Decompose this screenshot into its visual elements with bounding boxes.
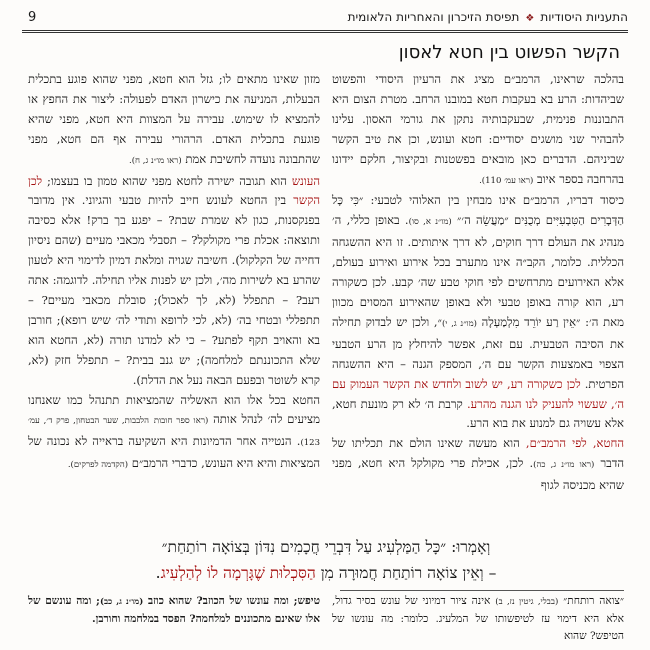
paragraph — [28, 172, 320, 391]
chapter-title: הקשר הפשוט בין חטא לאסון — [398, 42, 620, 63]
highlighted-text: לכן הקשר — [28, 173, 320, 208]
paragraph — [332, 434, 624, 496]
footnote-text: ; ומה עונשם של אלו שאינם מתכוננים למלחמה? הפסד במלחמה וחורבן. — [28, 595, 320, 625]
paragraph-text: הוא תגובה ישירה לחטא מפני שהוא טמון בו בעצמו; — [46, 173, 287, 188]
running-title-part1: התעניות היסודיות — [540, 10, 628, 24]
running-title-part2: תפיסת הזיכרון והאחריות הלאומית — [347, 10, 520, 24]
source-reference: (מו״נ א, סו) — [408, 217, 452, 228]
source-reference: (מו״נ ג, כב) — [99, 597, 144, 607]
page-number: 9 — [28, 9, 37, 25]
header-rule-top — [22, 30, 628, 31]
footnote — [332, 593, 624, 645]
ornament-icon: ❖ — [525, 13, 535, 24]
quotation-line-2 — [28, 560, 624, 586]
highlighted-text: החטא, לפי הרמב״ם, — [525, 436, 624, 451]
centered-quotation — [28, 534, 624, 586]
quotation-line-1: וְאָמְרוּ: ״כָּל הַמַּלְעִיג עַל דִּבְרֵי חֲכָמִים נִדּוֹן בְּצוֹאָה רוֹתַחַת״ — [161, 538, 491, 556]
paragraph-text: בין החטא לעונש חייב להיות טבעי והגיוני. אין מדובר בפנקסנות, כגון לא שמרת שבת? – יפגע בך ברק! אלא כסיבה ותוצאה: אכלת פרי מקולקל? – תסבלי מכאבי מעיים (שהם ניסיון דחייה של הקלקול). חשיבה שגויה ומלאת דמיון לדימוי היא לטעון שהרע בא לשירות מה׳, ולכן יש לפנות אליו תחילה. לדוגמה: אתה רעב? – תתפלל (לא, לך לאכול); סובלת מכאבי מעיים? – תתפללי ובטחי בה׳ (לא, לכי לרופא ותודי לה׳ שיש רופא); חורבן בא והאויב תקף לפתע? – כי לא למדנו תורה (לא, החטא הוא שלא התכוננתם למלחמה); יש גנב בבית? – תתפלל חזק (לא, קרא לשוטר ובפעם הבאה נעל את הדלת). — [28, 193, 320, 387]
right-column — [332, 70, 624, 496]
quotation-text: . — [155, 564, 161, 582]
paragraph-text: הוא מעשה שאינו הולם את תכליתו של הדבר — [332, 436, 624, 471]
source-reference: (ראו מו״נ ג, כה) — [533, 460, 595, 471]
source-reference: (הקדמה לפרקים). — [67, 460, 129, 471]
footnote-left — [28, 593, 320, 628]
footnote-text: טיפש; ומה עונשו של הכוזב? שהוא כוזב — [147, 595, 320, 607]
source-reference: (בבלי, גיטין נז, ב) — [495, 597, 559, 607]
paragraph-text: קרבת ה׳ לא רק מונעת חטא, אלא עשויה גם למנוע את בוא הרע. — [332, 396, 624, 431]
source-reference: הלבבות, שער הבטחון, פרק ד׳, עמ׳ 123) — [28, 416, 320, 449]
paragraph-text: . הנטייה אחר הדמיונות היא השקיעה בראייה לא נכונה של המציאות והיא היא העונש, כדברי הרמב״ם — [28, 434, 320, 471]
paragraph-text: בהלכה שראינו, הרמב״ם מציג את הרעיון היסודי והפשוט שביהדות: הרע בא בעקבות חטא במובנו הרחב. מטרת הצום היא התבוננות פנימית, שבעקבותיה נתקן את גורמי האסון. עלינו להבהיר שני מושגים יסודיים: חטא ועונש, וכן את טיב הקשר שביניהם. הדברים כאן מובאים בפשטנות ובקיצור, חלקם יידונו בהרחבה בספר איוב — [332, 72, 624, 186]
highlighted-text: לכן כשקורה רע, יש לשוב ולחדש את הקשר העמוק עם ה׳, שעשוי להעניק לנו הגנה מהרע. — [332, 376, 625, 411]
footnote-label: ״צואה רותחת״ — [563, 595, 624, 607]
quotation-text: – וְאֵין צוֹאָה רוֹתַחַת חֲמוּרָה מִן — [320, 564, 497, 582]
paragraph — [332, 70, 624, 191]
paragraph — [332, 191, 624, 434]
left-column — [28, 70, 320, 476]
highlighted-text: העונש — [291, 173, 321, 188]
quotation: אֵין רַע יוֹרֵד מִלְמַעְלָה — [481, 314, 577, 329]
footnote-right — [332, 593, 624, 645]
highlighted-text: הַסִּכְלוּת שֶׁגָּרְמָה לוֹ לְהַלְעִיג — [160, 564, 316, 582]
running-head — [28, 8, 628, 26]
paragraph-text: החטא בכל אלו הוא האשליה שהמציאות תתנהל כמו שאנחנו מציעים לה׳ לנהל אותה — [28, 392, 320, 427]
paragraph-text: כיסוד דבריו, הרמב״ם אינו מבחין בין האלוהי לטבעי: ״ — [358, 193, 625, 208]
source-reference: (מו״נ ג, י) — [441, 318, 477, 329]
running-title — [348, 10, 628, 24]
quotation: כִּי כָּל הַדְּבָרִים הַטִּבְעִיִּים מְכֻנִּים ״מַעֲשֵׂה ה׳״ — [332, 193, 624, 228]
paragraph-text: מזון שאינו מתאים לו; גזל הוא חטא, מפני שהוא פוגע בתכלית הבעלות, המניעה את כישרון האדם לפעולה: ליצור את החפץ או להמציא לו שימוש. עבירה על המצוות היא חטא, מפני שהיא פוגעת בתכלית האדם. הרהורי עבירה אף הם חטא, מפני שהתבונה נועדה לחשיבת אמת — [28, 72, 320, 166]
paragraph-text: . באופן כללי, ה׳ מנהיג את העולם דרך חוקים, לא דרך איתותים. זו היא ההשגחה הכללית. כלומר, הקב״ה אינו מתערב בכל אירוע ואירוע בעולם, אלא האירועים מתרחשים לפי חוקי טבע שה׳ קבע. לכן כשקורה רע, הוא קורה באופן טבעי ולא באופן שהאירוע המסוים מכוון מאת ה׳: ״ — [332, 213, 624, 329]
source-reference: (ראו ספר חובות — [153, 416, 209, 427]
paragraph — [28, 70, 320, 172]
paragraph — [28, 391, 320, 477]
paragraph-text: . לכן, אכילת פרי מקולקל היא חטא, מפני שהיא מכניסה לגוף — [332, 456, 624, 493]
header-rule-bottom — [22, 32, 628, 33]
footnote-text: אינה ציור דמיוני של עונש בסיר גדול, אלא היא דימוי עז לטיפשותו של המלעיג. כלומר: מה עונשו של הטיפש? שהוא — [332, 595, 624, 642]
footnote-rule — [340, 590, 624, 591]
footnote — [28, 593, 320, 628]
paragraph-text: ״, ולכן יש לבדוק תחילה את הסיבה הטבעית. עם זאת, אפשר להיחלץ מן הרע הטבעי הצפוי באמצעות הקשר עם ה׳, המספק הגנה – היא ההשגחה הפרטית. — [332, 314, 624, 391]
source-reference: (ראו עמ׳ 110). — [479, 175, 534, 186]
source-reference: (ראו מו״נ ג, ח). — [129, 155, 182, 166]
